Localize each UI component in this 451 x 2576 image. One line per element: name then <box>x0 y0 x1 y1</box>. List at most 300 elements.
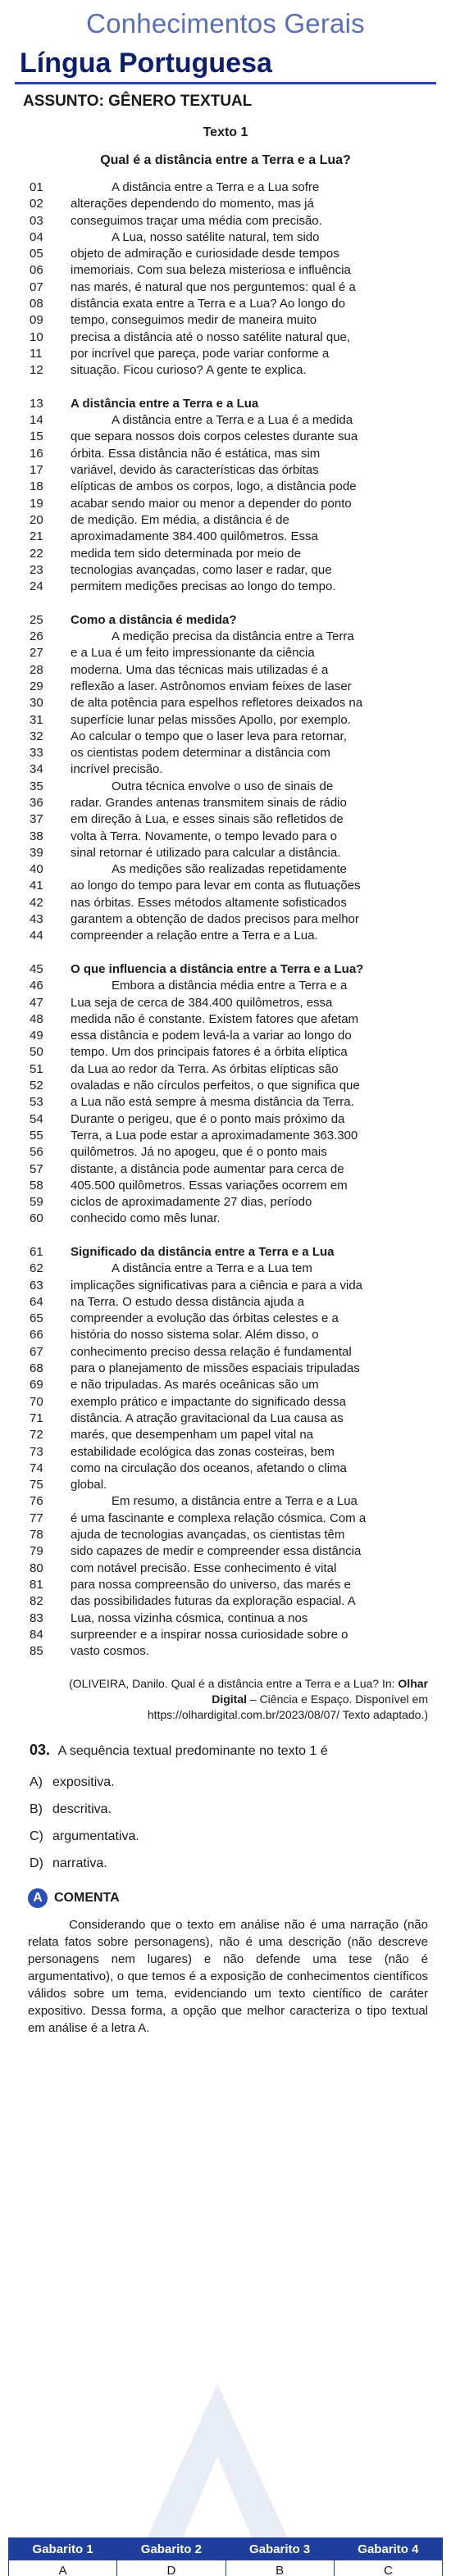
line-number: 71 <box>30 1411 43 1425</box>
section-heading: O que influencia a distância entre a Terra e a Lua? <box>71 961 364 976</box>
line-number: 36 <box>30 795 43 810</box>
line-text: implicações significativas para a ciência e para a vida <box>71 1278 363 1293</box>
line-number: 80 <box>30 1561 43 1575</box>
line-number: 31 <box>30 712 43 727</box>
text-line <box>0 779 451 795</box>
line-text: radar. Grandes antenas transmitem sinais de rádio <box>71 795 347 810</box>
line-number: 54 <box>30 1111 43 1126</box>
option-letter: C) <box>30 1829 43 1843</box>
line-number: 24 <box>30 579 43 594</box>
line-text: e a Lua é um feito impressionante da ciência <box>71 646 315 661</box>
line-text: variável, devido às características das órbitas <box>71 463 319 478</box>
text-line <box>0 529 451 545</box>
option-a[interactable] <box>30 1769 451 1796</box>
line-number: 32 <box>30 729 43 743</box>
text-line <box>0 196 451 212</box>
comenta-label: COMENTA <box>54 1891 120 1906</box>
text-line <box>0 1311 451 1327</box>
text-line <box>0 961 451 978</box>
line-text: das possibilidades futuras da exploração espacial. A <box>71 1594 356 1609</box>
line-number: 12 <box>30 363 43 378</box>
line-text: precisa a distância até o nosso satélite natural que, <box>71 329 351 344</box>
text-line <box>0 1344 451 1361</box>
line-text: global. <box>71 1478 107 1492</box>
option-text: expositiva. <box>52 1774 115 1789</box>
line-number: 30 <box>30 696 43 711</box>
line-text: com notável precisão. Esse conhecimento é vital <box>71 1561 337 1575</box>
comenta-header <box>28 1888 451 1908</box>
option-d[interactable] <box>30 1850 451 1877</box>
line-number: 33 <box>30 746 43 761</box>
gabarito-answer: B <box>226 2560 334 2576</box>
text-line <box>0 928 451 944</box>
line-text: A distância entre a Terra e a Lua tem <box>112 1261 312 1276</box>
comenta-badge-icon: A <box>28 1888 48 1908</box>
text-label: Texto 1 <box>203 125 248 139</box>
text-line <box>0 1561 451 1577</box>
option-letter: D) <box>30 1856 43 1870</box>
text-line <box>0 761 451 778</box>
line-number: 72 <box>30 1428 43 1442</box>
line-number: 09 <box>30 313 43 328</box>
line-number: 52 <box>30 1079 43 1093</box>
citation <box>66 1676 428 1723</box>
line-number: 13 <box>30 396 43 411</box>
line-number: 69 <box>30 1378 43 1392</box>
line-text: permitem medições precisas ao longo do tempo. <box>71 579 336 594</box>
line-number: 61 <box>30 1245 43 1259</box>
text-line <box>0 1278 451 1294</box>
line-text: distância. A atração gravitacional da Lua causa as <box>71 1411 344 1425</box>
option-letter: A) <box>30 1774 43 1789</box>
line-text: tempo, conseguimos medir de maneira muito <box>71 313 317 328</box>
text-line <box>0 1211 451 1227</box>
text-line <box>0 978 451 994</box>
citation-rest: – Ciência e Espaço. Disponível em https://olhardigital.com.br/2023/08/07/ Texto adaptado.) <box>147 1692 428 1722</box>
line-text: tecnologias avançadas, como laser e radar, que <box>71 562 332 577</box>
watermark-logo-icon <box>127 2373 308 2561</box>
text-line <box>0 1294 451 1311</box>
gabarito-answer: C <box>334 2560 442 2576</box>
line-text: nas marés, é natural que nos perguntemos: qual é a <box>71 279 356 294</box>
text-line <box>0 861 451 878</box>
line-text: Durante o perigeu, que é o ponto mais próximo da <box>71 1111 345 1126</box>
text-line <box>0 296 451 312</box>
line-number: 73 <box>30 1444 43 1459</box>
text-line <box>0 829 451 845</box>
line-number: 06 <box>30 263 43 278</box>
line-text: ajuda de tecnologias avançadas, os cientistas têm <box>71 1528 345 1542</box>
line-text: essa distância e podem levá-la a variar ao longo do <box>71 1029 352 1043</box>
line-number: 78 <box>30 1528 43 1542</box>
line-number: 37 <box>30 812 43 827</box>
line-number: 07 <box>30 279 43 294</box>
line-text: 405.500 quilômetros. Essas variações ocorrem em <box>71 1178 348 1193</box>
line-number: 01 <box>30 180 43 194</box>
line-text: Ao calcular o tempo que o laser leva para retornar, <box>71 729 347 743</box>
line-text: órbita. Essa distância não é estática, mas sim <box>71 446 321 461</box>
citation-prefix: (OLIVEIRA, Danilo. Qual é a distância entre a Terra e a Lua? In: <box>69 1677 395 1691</box>
text-line <box>0 712 451 729</box>
line-text: por incrível que pareça, pode variar conforme a <box>71 346 330 361</box>
line-number: 79 <box>30 1544 43 1559</box>
question-stem: A sequência textual predominante no texto 1 é <box>57 1744 328 1759</box>
line-text: situação. Ficou curioso? A gente te explica. <box>71 363 307 378</box>
text-line <box>0 1178 451 1194</box>
line-number: 51 <box>30 1061 43 1076</box>
text-line <box>0 429 451 445</box>
line-number: 85 <box>30 1644 43 1659</box>
text-line <box>0 1327 451 1343</box>
text-line <box>0 1161 451 1178</box>
text-line <box>0 1261 451 1277</box>
line-number: 23 <box>30 562 43 577</box>
line-number: 28 <box>30 662 43 677</box>
line-text: tempo. Um dos principais fatores é a órbita elíptica <box>71 1045 348 1060</box>
line-text: sinal retornar é utilizado para calcular a distância. <box>71 845 341 860</box>
text-line <box>0 412 451 429</box>
line-number: 81 <box>30 1577 43 1592</box>
line-text: quilômetros. Já no apogeu, que é o ponto mais <box>71 1145 327 1160</box>
line-number: 67 <box>30 1344 43 1359</box>
line-text: garantem a obtenção de dados precisos para melhor <box>71 912 359 927</box>
text-line <box>0 995 451 1011</box>
text-line <box>0 745 451 761</box>
line-number: 42 <box>30 895 43 910</box>
line-text: Em resumo, a distância entre a Terra e a Lua <box>112 1494 358 1509</box>
option-text: argumentativa. <box>52 1829 139 1843</box>
gabarito-answer-row <box>9 2560 443 2576</box>
text-line <box>0 1543 451 1560</box>
option-letter: B) <box>30 1801 43 1816</box>
text-line <box>0 679 451 695</box>
line-number: 18 <box>30 479 43 494</box>
text-line <box>0 629 451 645</box>
line-number: 57 <box>30 1161 43 1176</box>
text-line <box>0 312 451 329</box>
line-text: conseguimos traçar uma média com precisão. <box>71 213 322 228</box>
paragraph-gap <box>0 945 451 961</box>
text-line <box>0 362 451 379</box>
text-line <box>0 246 451 262</box>
gabarito-table <box>8 2537 443 2576</box>
option-c[interactable] <box>30 1823 451 1850</box>
line-text: A Lua, nosso satélite natural, tem sido <box>112 229 320 244</box>
text-line <box>0 396 451 412</box>
line-number: 11 <box>30 346 43 361</box>
line-number: 04 <box>30 229 43 244</box>
line-number: 27 <box>30 646 43 661</box>
line-number: 48 <box>30 1011 43 1026</box>
comenta-body: Considerando que o texto em análise não é uma narração (não relata fatos sobre personagens), não é uma descrição (não descreve personagens nem lugares) e não defende uma tese (não é argumentativo), o que temos é a exposição de conhecimentos científicos válidos sobre um tema, evidenciando um texto científico de caráter expositivo. Dessa forma, a opção que melhor caracteriza o tipo textual em análise é a letra A. <box>28 1918 428 2036</box>
text-line <box>0 562 451 579</box>
text-line <box>0 645 451 661</box>
line-number: 65 <box>30 1311 43 1326</box>
line-text: como na circulação dos oceanos, afetando o clima <box>71 1461 347 1475</box>
text-body <box>0 179 451 1660</box>
text-line <box>0 612 451 629</box>
line-text: na Terra. O estudo dessa distância ajuda a <box>71 1294 304 1309</box>
text-line <box>0 346 451 362</box>
line-number: 50 <box>30 1045 43 1060</box>
line-text: moderna. Uma das técnicas mais utilizadas é a <box>71 662 329 677</box>
line-text: A distância entre a Terra e a Lua é a medida <box>112 413 353 428</box>
line-number: 68 <box>30 1361 43 1376</box>
gabarito-header: Gabarito 4 <box>334 2538 442 2560</box>
line-text: compreender a evolução das órbitas celestes e a <box>71 1311 339 1326</box>
question-number: 03. <box>30 1742 51 1759</box>
line-text: alterações dependendo do momento, mas já <box>71 197 314 211</box>
line-text: medida não é constante. Existem fatores que afetam <box>71 1011 359 1026</box>
line-number: 34 <box>30 762 43 777</box>
line-number: 38 <box>30 829 43 843</box>
line-number: 59 <box>30 1195 43 1210</box>
line-number: 21 <box>30 529 43 544</box>
line-number: 47 <box>30 995 43 1010</box>
line-text: os cientistas podem determinar a distância com <box>71 746 330 761</box>
text-line <box>0 662 451 679</box>
text-line <box>0 496 451 512</box>
line-number: 66 <box>30 1328 43 1343</box>
line-number: 22 <box>30 546 43 561</box>
option-b[interactable] <box>30 1796 451 1823</box>
line-text: de medição. Em média, a distância é de <box>71 512 289 527</box>
text-line <box>0 1511 451 1527</box>
line-text: Outra técnica envolve o uso de sinais de <box>112 779 334 793</box>
line-text: e não tripuladas. As marés oceânicas são um <box>71 1378 319 1392</box>
line-text: volta à Terra. Novamente, o tempo levado para o <box>71 829 337 843</box>
line-text: Embora a distância média entre a Terra e a <box>112 979 348 993</box>
text-title: Qual é a distância entre a Terra e a Lua? <box>100 153 351 167</box>
line-text: objeto de admiração e curiosidade desde tempos <box>71 247 339 261</box>
divider <box>15 82 436 84</box>
paragraph-gap <box>0 595 451 611</box>
text-line <box>0 695 451 711</box>
paragraph-gap <box>0 379 451 396</box>
line-text: elípticas de ambos os corpos, logo, a distância pode <box>71 479 357 494</box>
text-line <box>0 546 451 562</box>
line-text: conhecimento preciso dessa relação é fundamental <box>71 1344 352 1359</box>
text-line <box>0 1078 451 1094</box>
line-text: A distância entre a Terra e a Lua sofre <box>112 180 320 194</box>
text-line <box>0 1028 451 1044</box>
text-line <box>0 479 451 495</box>
line-number: 46 <box>30 979 43 993</box>
line-number: 70 <box>30 1394 43 1409</box>
text-line <box>0 1477 451 1493</box>
line-number: 25 <box>30 612 43 627</box>
line-number: 35 <box>30 779 43 793</box>
line-number: 17 <box>30 463 43 478</box>
line-text: imemoriais. Com sua beleza misteriosa e influência <box>71 263 351 278</box>
line-text: marés, que desempenham um papel vital na <box>71 1428 314 1442</box>
line-text: distante, a distância pode aumentar para cerca de <box>71 1161 344 1176</box>
gabarito-answer: D <box>117 2560 226 2576</box>
line-text: reflexão a laser. Astrônomos enviam feixes de laser <box>71 679 352 693</box>
line-number: 82 <box>30 1594 43 1609</box>
line-text: conhecido como mês lunar. <box>71 1211 221 1226</box>
text-line <box>0 1111 451 1128</box>
text-line <box>0 1493 451 1510</box>
line-text: é uma fascinante e complexa relação cósmica. Com a <box>71 1511 367 1525</box>
line-number: 75 <box>30 1478 43 1492</box>
line-text: aproximadamente 384.400 quilômetros. Essa <box>71 529 318 544</box>
question <box>30 1741 428 1760</box>
text-line <box>0 1128 451 1144</box>
line-text: a Lua não está sempre à mesma distância da Terra. <box>71 1095 354 1110</box>
line-text: para o planejamento de missões espaciais tripuladas <box>71 1361 360 1376</box>
line-text: ao longo do tempo para levar em conta as flutuações <box>71 879 361 893</box>
text-line <box>0 229 451 246</box>
text-line <box>0 1194 451 1211</box>
line-number: 10 <box>30 329 43 344</box>
gabarito-header: Gabarito 3 <box>226 2538 334 2560</box>
text-line <box>0 1377 451 1393</box>
line-number: 56 <box>30 1145 43 1160</box>
gabarito-answer: A <box>9 2560 117 2576</box>
text-line <box>0 279 451 296</box>
line-text: medida tem sido determinada por meio de <box>71 546 301 561</box>
gabarito-header: Gabarito 1 <box>9 2538 117 2560</box>
line-text: Terra, a Lua pode estar a aproximadamente 363.300 <box>71 1128 358 1143</box>
assunto-heading: ASSUNTO: GÊNERO TEXTUAL <box>23 93 253 110</box>
line-number: 83 <box>30 1611 43 1625</box>
line-number: 45 <box>30 961 43 976</box>
text-line <box>0 1394 451 1411</box>
line-number: 14 <box>30 413 43 428</box>
text-line <box>0 1144 451 1161</box>
line-number: 08 <box>30 297 43 311</box>
text-line <box>0 1577 451 1593</box>
line-text: Lua, nossa vizinha cósmica, continua a nos <box>71 1611 308 1625</box>
line-number: 26 <box>30 629 43 644</box>
line-text: exemplo prático e impactante do significado dessa <box>71 1394 347 1409</box>
text-line <box>0 1094 451 1111</box>
text-line <box>0 512 451 529</box>
line-text: acabar sendo maior ou menor a depender do ponto <box>71 496 352 511</box>
line-text: de alta potência para espelhos refletores deixados na <box>71 696 363 711</box>
line-number: 64 <box>30 1294 43 1309</box>
line-number: 76 <box>30 1494 43 1509</box>
text-line <box>0 1461 451 1477</box>
text-line <box>0 1643 451 1660</box>
text-line <box>0 579 451 595</box>
line-text: ciclos de aproximadamente 27 dias, período <box>71 1195 312 1210</box>
line-text: incrível precisão. <box>71 762 163 777</box>
line-number: 58 <box>30 1178 43 1193</box>
text-line <box>0 895 451 911</box>
line-number: 63 <box>30 1278 43 1293</box>
line-text: história do nosso sistema solar. Além disso, o <box>71 1328 319 1343</box>
text-line <box>0 911 451 928</box>
line-number: 49 <box>30 1029 43 1043</box>
line-text: surpreender e a inspirar nossa curiosidade sobre o <box>71 1627 348 1642</box>
text-line <box>0 179 451 196</box>
options-list <box>30 1769 451 1877</box>
line-number: 84 <box>30 1627 43 1642</box>
text-line <box>0 1244 451 1261</box>
text-line <box>0 1611 451 1627</box>
line-text: ovaladas e não círculos perfeitos, o que significa que <box>71 1079 360 1093</box>
line-text: em direção à Lua, e esses sinais são refletidos de <box>71 812 344 827</box>
text-line <box>0 1527 451 1543</box>
text-line <box>0 1444 451 1461</box>
text-line <box>0 1061 451 1078</box>
line-text: distância exata entre a Terra e a Lua? Ao longo do <box>71 297 345 311</box>
line-text: nas órbitas. Esses métodos altamente sofisticados <box>71 895 347 910</box>
line-number: 53 <box>30 1095 43 1110</box>
line-number: 02 <box>30 197 43 211</box>
line-text: sido capazes de medir e compreender essa distância <box>71 1544 362 1559</box>
text-line <box>0 446 451 462</box>
option-text: narrativa. <box>52 1856 107 1870</box>
text-line <box>0 1411 451 1427</box>
line-number: 39 <box>30 845 43 860</box>
text-line <box>0 1593 451 1610</box>
line-text: Lua seja de cerca de 384.400 quilômetros, essa <box>71 995 333 1010</box>
line-number: 19 <box>30 496 43 511</box>
line-number: 41 <box>30 879 43 893</box>
line-text: compreender a relação entre a Terra e a Lua. <box>71 929 318 943</box>
line-text: estabilidade ecológica das zonas costeiras, bem <box>71 1444 335 1459</box>
line-number: 03 <box>30 213 43 228</box>
line-text: vasto cosmos. <box>71 1644 149 1659</box>
option-text: descritiva. <box>52 1801 112 1816</box>
citation-source: Olhar Digital <box>212 1677 428 1706</box>
text-line <box>0 1361 451 1377</box>
text-line <box>0 1627 451 1643</box>
line-text: As medições são realizadas repetidamente <box>112 862 347 877</box>
line-number: 62 <box>30 1261 43 1276</box>
text-line <box>0 845 451 861</box>
line-number: 43 <box>30 912 43 927</box>
discipline-title: Língua Portuguesa <box>20 48 272 79</box>
line-number: 74 <box>30 1461 43 1475</box>
gabarito-header-row <box>9 2538 443 2560</box>
paragraph-gap <box>0 1228 451 1244</box>
line-text: superfície lunar pelas missões Apollo, por exemplo. <box>71 712 351 727</box>
section-heading: A distância entre a Terra e a Lua <box>71 396 259 411</box>
text-line <box>0 878 451 894</box>
text-line <box>0 729 451 745</box>
line-number: 60 <box>30 1211 43 1226</box>
line-number: 20 <box>30 512 43 527</box>
text-line <box>0 1427 451 1443</box>
line-number: 40 <box>30 862 43 877</box>
text-line <box>0 329 451 346</box>
line-text: da Lua ao redor da Terra. As órbitas elípticas são <box>71 1061 339 1076</box>
line-number: 55 <box>30 1128 43 1143</box>
line-number: 15 <box>30 429 43 444</box>
line-number: 16 <box>30 446 43 461</box>
line-number: 29 <box>30 679 43 693</box>
text-line <box>0 795 451 811</box>
line-number: 05 <box>30 247 43 261</box>
section-heading: Significado da distância entre a Terra e a Lua <box>71 1245 335 1259</box>
line-text: para nossa compreensão do universo, das marés e <box>71 1577 351 1592</box>
section-heading: Como a distância é medida? <box>71 612 237 627</box>
line-number: 77 <box>30 1511 43 1525</box>
subject-title: Conhecimentos Gerais <box>86 8 365 39</box>
gabarito-header: Gabarito 2 <box>117 2538 226 2560</box>
text-line <box>0 462 451 479</box>
line-text: que separa nossos dois corpos celestes durante sua <box>71 429 358 444</box>
text-line <box>0 1044 451 1061</box>
text-line <box>0 213 451 229</box>
text-line <box>0 262 451 279</box>
text-line <box>0 811 451 828</box>
text-line <box>0 1011 451 1028</box>
